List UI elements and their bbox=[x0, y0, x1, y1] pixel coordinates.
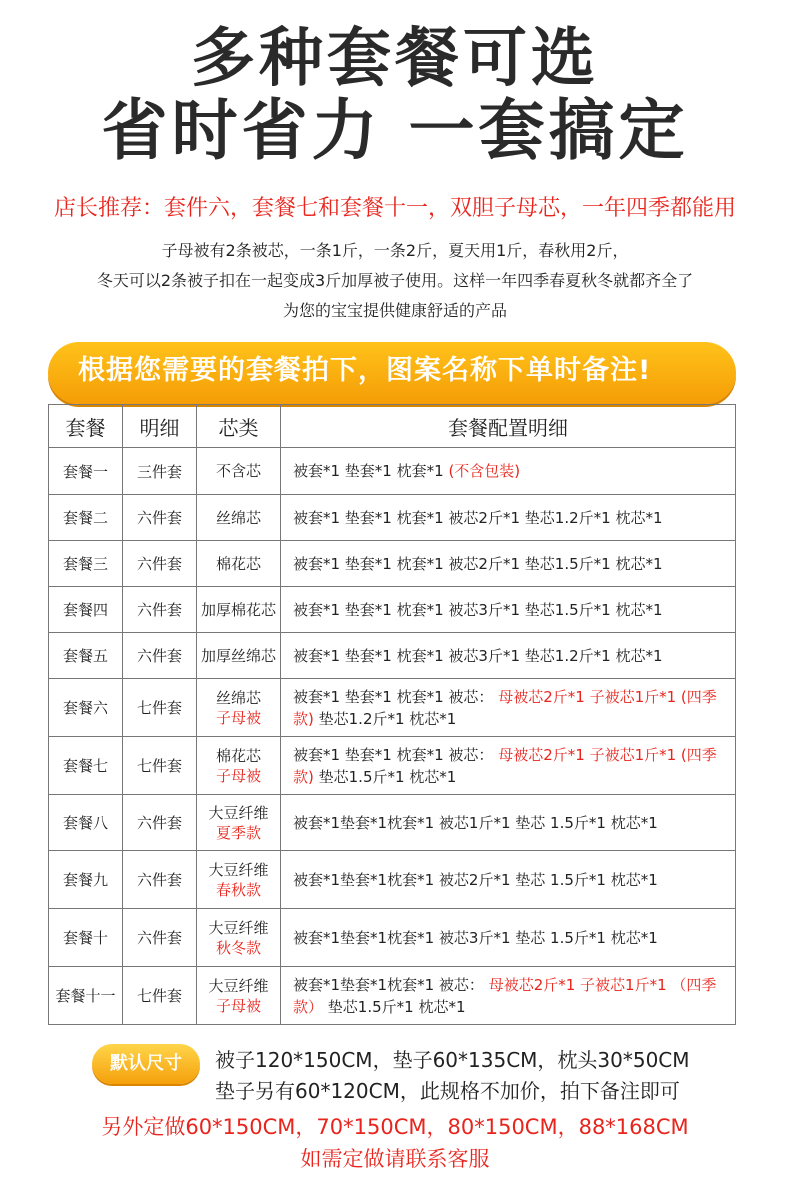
package-piece-count: 六件套 bbox=[123, 541, 197, 587]
config-detail-tail: 垫芯1.2斤*1 枕芯*1 bbox=[318, 709, 457, 728]
description-line-3: 为您的宝宝提供健康舒适的产品 bbox=[282, 301, 507, 320]
table-row bbox=[49, 851, 736, 909]
config-detail-text: 被套*1 垫套*1 枕套*1 被芯3斤*1 垫芯1.5斤*1 枕芯*1 bbox=[293, 600, 663, 619]
package-core-type bbox=[197, 909, 281, 967]
package-table-body bbox=[49, 448, 736, 1025]
table-header-row bbox=[49, 405, 736, 448]
config-detail-text: 被套*1 垫套*1 枕套*1 被芯2斤*1 垫芯1.2斤*1 枕芯*1 bbox=[293, 508, 663, 527]
package-core-type bbox=[197, 633, 281, 679]
config-detail-highlight: (不含包装) bbox=[448, 462, 521, 480]
core-type-label: 加厚丝绵芯 bbox=[200, 646, 276, 665]
package-name: 套餐九 bbox=[49, 851, 123, 909]
package-config-detail bbox=[281, 795, 736, 851]
default-size-badge-text: 默认尺寸 bbox=[110, 1053, 182, 1074]
table-row bbox=[49, 541, 736, 587]
core-type-label: 大豆纤维 bbox=[208, 803, 269, 822]
package-config-detail bbox=[281, 679, 736, 737]
header-core-type: 芯类 bbox=[197, 405, 281, 448]
core-type-sub-label: 子母被 bbox=[215, 766, 261, 785]
config-detail-text: 被套*1垫套*1枕套*1 被芯： bbox=[293, 975, 484, 994]
package-config-detail bbox=[281, 967, 736, 1025]
description-line-1: 子母被有2条被芯，一条1斤，一条2斤，夏天用1斤，春秋用2斤， bbox=[161, 241, 629, 260]
package-piece-count: 三件套 bbox=[123, 448, 197, 495]
package-name: 套餐四 bbox=[49, 587, 123, 633]
core-type-label: 大豆纤维 bbox=[208, 860, 269, 879]
config-detail-text: 被套*1 垫套*1 枕套*1 被芯： bbox=[293, 687, 494, 706]
header-package: 套餐 bbox=[49, 405, 123, 448]
package-name: 套餐七 bbox=[49, 737, 123, 795]
core-type-label: 丝绵芯 bbox=[215, 688, 261, 707]
table-row bbox=[49, 795, 736, 851]
table-row bbox=[49, 967, 736, 1025]
package-config-detail bbox=[281, 851, 736, 909]
package-name: 套餐六 bbox=[49, 679, 123, 737]
default-size-line-1: 被子120*150CM，垫子60*135CM，枕头30*50CM bbox=[215, 1048, 690, 1072]
package-name: 套餐一 bbox=[49, 448, 123, 495]
package-table bbox=[48, 404, 736, 1025]
core-type-sub-label: 夏季款 bbox=[215, 823, 261, 842]
table-row bbox=[49, 633, 736, 679]
order-note-banner-text: 根据您需要的套餐拍下，图案名称下单时备注! bbox=[78, 355, 652, 386]
package-core-type bbox=[197, 587, 281, 633]
core-type-label: 大豆纤维 bbox=[208, 918, 269, 937]
custom-size-line-2: 如需定做请联系客服 bbox=[300, 1147, 490, 1171]
package-piece-count: 七件套 bbox=[123, 737, 197, 795]
config-detail-text: 被套*1垫套*1枕套*1 被芯2斤*1 垫芯 1.5斤*1 枕芯*1 bbox=[293, 870, 658, 889]
package-name: 套餐八 bbox=[49, 795, 123, 851]
default-size-badge bbox=[92, 1044, 200, 1084]
package-piece-count: 六件套 bbox=[123, 909, 197, 967]
package-core-type bbox=[197, 737, 281, 795]
page-title-line-2: 省时省力 一套搞定 bbox=[101, 92, 689, 169]
header-config: 套餐配置明细 bbox=[281, 405, 736, 448]
custom-size-line-1: 另外定做60*150CM，70*150CM，80*150CM，88*168CM bbox=[101, 1115, 689, 1139]
package-core-type bbox=[197, 851, 281, 909]
package-piece-count: 六件套 bbox=[123, 633, 197, 679]
package-core-type bbox=[197, 495, 281, 541]
core-type-sub-label: 春秋款 bbox=[215, 880, 261, 899]
config-detail-text: 被套*1 垫套*1 枕套*1 被芯： bbox=[293, 745, 494, 764]
table-row bbox=[49, 448, 736, 495]
table-row bbox=[49, 587, 736, 633]
package-piece-count: 六件套 bbox=[123, 851, 197, 909]
shop-recommendation: 店长推荐：套件六，套餐七和套餐十一，双胆子母芯，一年四季都能用 bbox=[53, 196, 736, 221]
package-piece-count: 六件套 bbox=[123, 587, 197, 633]
package-config-detail bbox=[281, 448, 736, 495]
package-piece-count: 七件套 bbox=[123, 679, 197, 737]
core-type-label: 大豆纤维 bbox=[208, 976, 269, 995]
package-name: 套餐二 bbox=[49, 495, 123, 541]
package-core-type bbox=[197, 967, 281, 1025]
package-config-detail bbox=[281, 909, 736, 967]
config-detail-tail: 垫芯1.5斤*1 枕芯*1 bbox=[318, 767, 457, 786]
core-type-sub-label: 子母被 bbox=[215, 996, 261, 1015]
package-name: 套餐五 bbox=[49, 633, 123, 679]
core-type-sub-label: 秋冬款 bbox=[215, 938, 261, 957]
core-type-sub-label: 子母被 bbox=[215, 708, 261, 727]
package-config-detail bbox=[281, 495, 736, 541]
page-title-line-1: 多种套餐可选 bbox=[191, 22, 599, 96]
description-line-2: 冬天可以2条被子扣在一起变成3斤加厚被子使用。这样一年四季春夏秋冬就都齐全了 bbox=[96, 271, 694, 290]
config-detail-highlight: 母被芯2斤*1 子被芯1斤*1 （四季款） bbox=[293, 975, 717, 1016]
table-row bbox=[49, 737, 736, 795]
config-detail-text: 被套*1垫套*1枕套*1 被芯3斤*1 垫芯 1.5斤*1 枕芯*1 bbox=[293, 928, 658, 947]
package-core-type bbox=[197, 541, 281, 587]
config-detail-tail: 垫芯1.5斤*1 枕芯*1 bbox=[327, 997, 466, 1016]
core-type-label: 不含芯 bbox=[215, 462, 261, 480]
package-config-detail bbox=[281, 541, 736, 587]
config-detail-highlight: 母被芯2斤*1 子被芯1斤*1 (四季款) bbox=[293, 687, 717, 728]
order-note-banner bbox=[48, 342, 736, 404]
core-type-label: 棉花芯 bbox=[215, 554, 261, 573]
default-size-line-2: 垫子另有60*120CM，此规格不加价，拍下备注即可 bbox=[215, 1079, 680, 1103]
package-config-detail bbox=[281, 587, 736, 633]
package-core-type bbox=[197, 448, 281, 495]
table-row bbox=[49, 679, 736, 737]
config-detail-highlight: 母被芯2斤*1 子被芯1斤*1 (四季款) bbox=[293, 745, 717, 786]
package-config-detail bbox=[281, 737, 736, 795]
config-detail-text: 被套*1 垫套*1 枕套*1 被芯2斤*1 垫芯1.5斤*1 枕芯*1 bbox=[293, 554, 663, 573]
config-detail-text: 被套*1 垫套*1 枕套*1 被芯3斤*1 垫芯1.2斤*1 枕芯*1 bbox=[293, 646, 663, 665]
package-name: 套餐三 bbox=[49, 541, 123, 587]
package-piece-count: 七件套 bbox=[123, 967, 197, 1025]
table-row bbox=[49, 495, 736, 541]
package-config-detail bbox=[281, 633, 736, 679]
package-name: 套餐十 bbox=[49, 909, 123, 967]
table-row bbox=[49, 909, 736, 967]
core-type-label: 棉花芯 bbox=[215, 746, 261, 765]
config-detail-text: 被套*1 垫套*1 枕套*1 bbox=[293, 462, 444, 480]
package-core-type bbox=[197, 679, 281, 737]
core-type-label: 加厚棉花芯 bbox=[200, 600, 276, 619]
package-piece-count: 六件套 bbox=[123, 795, 197, 851]
package-piece-count: 六件套 bbox=[123, 495, 197, 541]
core-type-label: 丝绵芯 bbox=[215, 508, 261, 527]
header-detail: 明细 bbox=[123, 405, 197, 448]
config-detail-text: 被套*1垫套*1枕套*1 被芯1斤*1 垫芯 1.5斤*1 枕芯*1 bbox=[293, 813, 658, 832]
package-core-type bbox=[197, 795, 281, 851]
package-name: 套餐十一 bbox=[49, 967, 123, 1025]
